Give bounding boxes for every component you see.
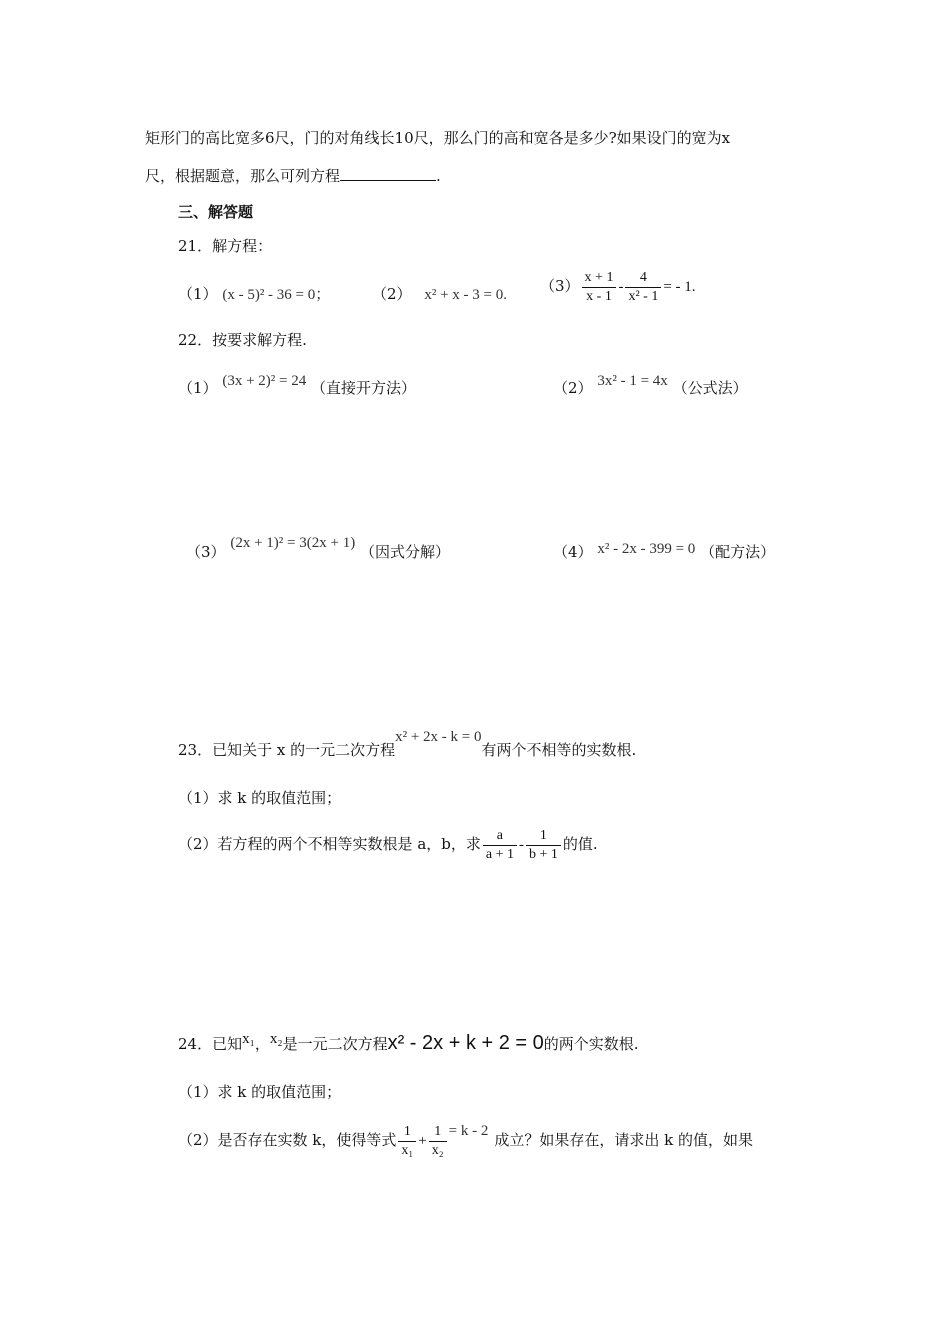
q22-part1: [178, 373, 417, 399]
q24-rhs: = k - 2: [448, 1123, 489, 1139]
q21-part3: （3） $\frac{x + 1}{x - 1}$ - $\frac{4}{\text{x² - 1}}$ = - 1.: [540, 269, 696, 304]
q22-p3-method: （因式分解）: [359, 543, 450, 561]
q22-p2-method: （公式法）: [672, 379, 748, 397]
intro-line-1: [145, 128, 730, 148]
q21-p1-label: （1）: [178, 285, 218, 303]
q22-p2-label: （2）: [553, 379, 593, 397]
q24-x1: x₁: [242, 1031, 255, 1047]
q24-fraction-2: $\frac{1}{\text{x₂}}$: [429, 1123, 447, 1160]
q23-part2: （2）若方程的两个不相等实数根是 a，b，求 $\frac{a}{a + 1}$ - $\frac{1}{b + 1}$ 的值.: [178, 827, 598, 862]
q22-p4-equation: x² - 2x - 399 = 0: [597, 541, 696, 557]
q23-equation: x² + 2x - k = 0: [395, 729, 482, 745]
q23-stem: 23．已知关于 x 的一元二次方程x² + 2x - k = 0有两个不相等的实数根.: [178, 729, 637, 759]
q21-p3-rhs: = - 1.: [663, 279, 696, 295]
intro-text-2: 尺，根据题意，那么可列方程: [145, 167, 341, 185]
q24-x2: x₂: [269, 1031, 283, 1047]
q23-fraction-2: $\frac{1}{b + 1}$: [526, 827, 561, 864]
q22-part3: [186, 535, 450, 563]
q21-p1-equation: (x - 5)² - 36 = 0；: [222, 287, 331, 303]
q21-p3-label: （3）: [540, 277, 580, 295]
q24-part2: （2）是否存在实数 k，使得等式 $\frac{1}{\text{x₁}}$ + $\frac{1}{\text{x₂}}$ = k - 2 成立？如果存在，请求出 k 的值，如果: [178, 1123, 754, 1158]
q22-p1-method: （直接开方法）: [311, 379, 417, 397]
q21-stem: 21．解方程：: [178, 237, 273, 255]
q22-p4-method: （配方法）: [700, 543, 776, 561]
q22-p1-label: （1）: [178, 379, 218, 397]
q22-p1-equation: (3x + 2)² = 24: [222, 373, 307, 389]
q24-part1: （1）求 k 的取值范围；: [178, 1083, 342, 1101]
q21-p2-label: （2）: [372, 285, 412, 303]
q22-p3-label: （3）: [186, 543, 226, 561]
q22-stem: 22．按要求解方程.: [178, 331, 307, 349]
q22-part4: [553, 542, 775, 563]
q21-part1: [178, 284, 330, 305]
q22-part2: [553, 373, 748, 399]
intro-text-1: 矩形门的高比宽多6尺，门的对角线长10尺，那么门的高和宽各是多少?如果设门的宽为x: [145, 129, 731, 147]
q23-fraction-1: $\frac{a}{a + 1}$: [483, 827, 517, 864]
q24-equation: x² - 2x + k + 2 = 0: [387, 1032, 544, 1054]
q22-p2-equation: 3x² - 1 = 4x: [597, 373, 668, 389]
q21-p2-equation: x² + x - 3 = 0.: [424, 287, 507, 303]
q23-part1: （1）求 k 的取值范围；: [178, 789, 342, 807]
q24-stem: 24．已知x₁，x₂是一元二次方程x² - 2x + k + 2 = 0的两个实数根.: [178, 1031, 639, 1054]
q21-part2: [372, 284, 507, 305]
q24-fraction-1: $\frac{1}{\text{x₁}}$: [398, 1123, 416, 1160]
q21-p3-fraction-1: $\frac{x + 1}{x - 1}$: [582, 269, 617, 306]
section-heading: 三、解答题: [178, 203, 254, 221]
answer-blank[interactable]: [340, 166, 436, 181]
intro-period: .: [436, 167, 441, 185]
q22-p4-label: （4）: [553, 543, 593, 561]
intro-line-2: [145, 166, 441, 186]
q21-p3-fraction-2: $\frac{4}{\text{x² - 1}}$: [625, 269, 661, 306]
q22-p3-equation: (2x + 1)² = 3(2x + 1): [230, 535, 356, 551]
